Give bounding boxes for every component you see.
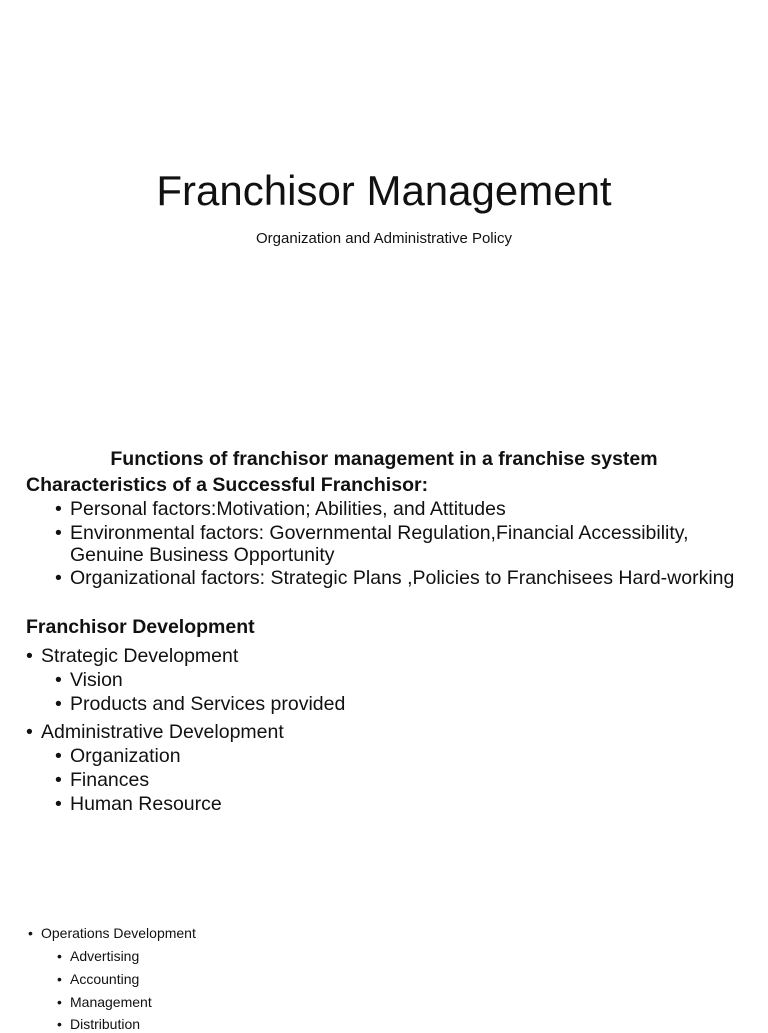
characteristic-organizational: Organizational factors: Strategic Plans ,Policies to Franchisees Hard-working	[70, 567, 735, 589]
bullet-icon: •	[55, 669, 62, 691]
operations-item: Distribution	[70, 1016, 141, 1032]
operations-item: Accounting	[70, 971, 140, 987]
bullet-icon: •	[26, 645, 33, 667]
administrative-item: Finances	[70, 769, 150, 791]
bullet-icon: •	[26, 721, 33, 743]
bullet-icon: •	[55, 522, 62, 544]
slide-title: Franchisor Management	[156, 167, 612, 214]
bullet-icon: •	[57, 994, 62, 1010]
development-heading: Franchisor Development	[26, 616, 255, 638]
characteristics-heading: Characteristics of a Successful Franchisor:	[26, 474, 429, 496]
bullet-icon: •	[57, 971, 62, 987]
section-heading: Functions of franchisor management in a franchise system	[110, 448, 658, 470]
operations-item: Management	[70, 994, 152, 1010]
list-item	[55, 793, 738, 815]
list-item	[55, 769, 738, 791]
strategic-development: Strategic Development	[41, 645, 239, 667]
administrative-item: Organization	[70, 745, 181, 767]
list-item	[55, 693, 738, 715]
list-item	[57, 970, 140, 988]
list-item	[26, 645, 239, 667]
bullet-icon: •	[57, 948, 62, 964]
bullet-icon: •	[57, 1016, 62, 1032]
administrative-item: Human Resource	[70, 793, 222, 815]
list-item	[57, 947, 140, 965]
bullet-icon: •	[55, 498, 62, 520]
bullet-icon: •	[28, 925, 33, 941]
list-item	[55, 498, 738, 520]
characteristic-environmental: Environmental factors: Governmental Regulation,Financial Accessibility, Genuine Business Opportunity	[70, 522, 689, 566]
administrative-development: Administrative Development	[41, 721, 284, 743]
list-item	[28, 924, 196, 942]
list-item	[55, 669, 738, 691]
operations-item: Advertising	[70, 948, 140, 964]
slide-subtitle: Organization and Administrative Policy	[256, 230, 512, 247]
bullet-icon: •	[55, 769, 62, 791]
list-item	[26, 721, 284, 743]
bullet-icon: •	[55, 567, 62, 589]
bullet-icon: •	[55, 745, 62, 767]
list-item	[55, 567, 738, 589]
bullet-icon: •	[55, 793, 62, 815]
strategic-item: Products and Services provided	[70, 693, 346, 715]
characteristic-personal: Personal factors:Motivation; Abilities, and Attitudes	[70, 498, 506, 520]
list-item	[57, 1015, 141, 1033]
operations-development: Operations Development	[41, 925, 196, 941]
list-item	[55, 522, 738, 566]
strategic-item: Vision	[70, 669, 123, 691]
bullet-icon: •	[55, 693, 62, 715]
list-item	[57, 993, 152, 1011]
list-item	[55, 745, 738, 767]
